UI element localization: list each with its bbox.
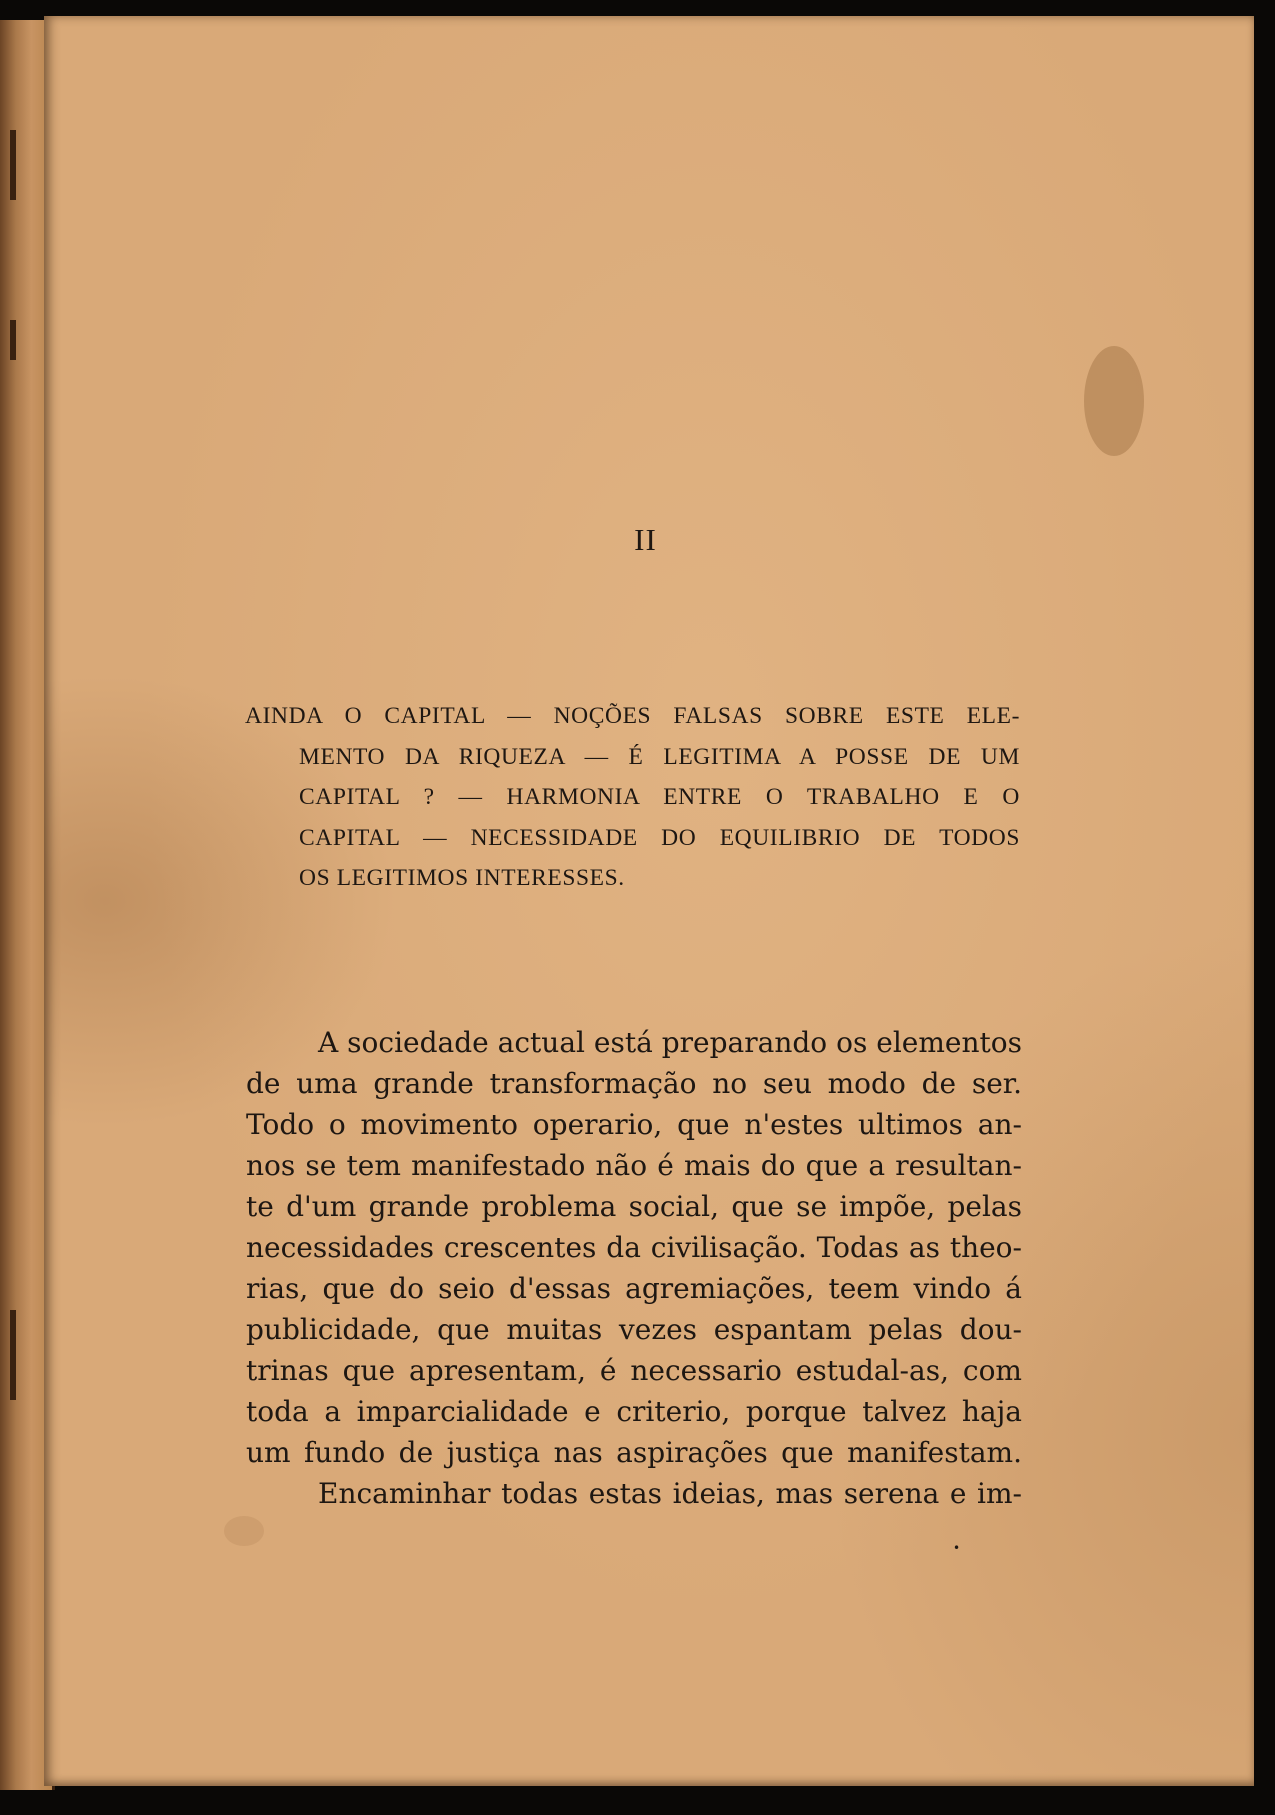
body-line: trinas que apresentam, é necessario estudal-as, com (246, 1354, 1022, 1387)
summary-line: CAPITAL — NECESSIDADE DO EQUILIBRIO DE TODOS (299, 824, 1020, 851)
body-line: te d'um grande problema social, que se impõe, pelas (246, 1190, 1022, 1223)
body-line: publicidade, que muitas vezes espantam pelas dou- (246, 1313, 1022, 1346)
spine-tear (10, 320, 16, 360)
spine-tear (10, 130, 16, 200)
body-line: de uma grande transformação no seu modo de ser. (246, 1067, 1022, 1100)
body-line: toda a imparcialidade e criterio, porque talvez haja (246, 1395, 1022, 1428)
summary-line: CAPITAL ? — HARMONIA ENTRE O TRABALHO E O (299, 784, 1020, 810)
paper-stain (1084, 346, 1144, 456)
body-line: Encaminhar todas estas ideias, mas serena e im- (318, 1477, 1022, 1510)
body-line: um fundo de justiça nas aspirações que manifestam. (246, 1436, 1022, 1469)
chapter-number: II (634, 522, 657, 557)
spine-tear (10, 1310, 16, 1400)
chapter-summary (245, 696, 1020, 899)
body-line: nos se tem manifestado não é mais do que a resultan- (246, 1149, 1022, 1182)
body-line: A sociedade actual está preparando os elementos (318, 1026, 1022, 1059)
paper-stain (224, 1516, 264, 1546)
summary-line: OS LEGITIMOS INTERESSES. (299, 865, 625, 891)
body-line: rias, que do seio d'essas agremiações, teem vindo á (246, 1272, 1022, 1305)
body-text (246, 1022, 1022, 1514)
book-page (44, 16, 1254, 1786)
summary-line: MENTO DA RIQUEZA — É LEGITIMA A POSSE DE UM (299, 743, 1020, 770)
summary-line: AINDA O CAPITAL — NOÇÕES FALSAS SOBRE ESTE ELE- (245, 703, 1020, 729)
body-line: necessidades crescentes da civilisação. Todas as theo- (246, 1231, 1022, 1264)
body-line: Todo o movimento operario, que n'estes ultimos an- (246, 1108, 1022, 1141)
signature-mark: • (953, 1541, 961, 1555)
